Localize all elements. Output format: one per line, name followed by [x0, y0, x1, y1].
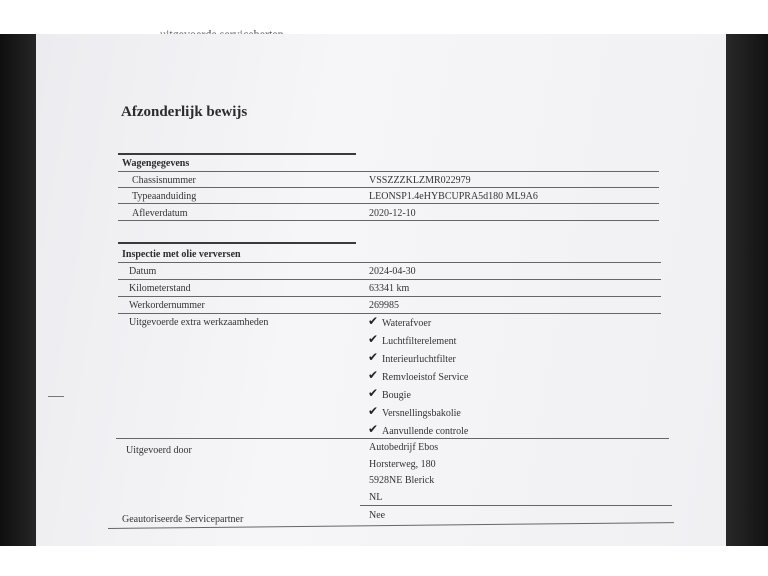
row-divider	[118, 296, 661, 297]
row-divider	[118, 279, 661, 280]
extra-item: Versnellingsbakolie	[382, 408, 461, 419]
extra-item: Waterafvoer	[382, 318, 432, 329]
document-title: Afzonderlijk bewijs	[121, 104, 248, 120]
type-label: Typeaanduiding	[132, 191, 197, 202]
section-rule	[118, 153, 356, 155]
extra-item: Remvloeistof Service	[382, 372, 469, 383]
row-divider	[118, 171, 659, 172]
performed-by-line: 5928NE Blerick	[369, 475, 435, 486]
extra-item: Luchtfilterelement	[382, 336, 457, 347]
margin-mark	[48, 396, 64, 397]
performed-by-line: Horsterweg, 180	[369, 459, 436, 470]
check-icon: ✔	[368, 368, 379, 382]
check-icon: ✔	[368, 332, 379, 346]
extra-item: Interieurluchtfilter	[382, 354, 456, 365]
authorized-value: Nee	[369, 510, 386, 521]
extra-item: Aanvullende controle	[382, 426, 469, 437]
row-divider	[118, 262, 661, 263]
photo-border-top	[0, 0, 768, 34]
row-divider	[118, 187, 659, 188]
row-divider	[116, 438, 669, 439]
performed-by-label: Uitgevoerd door	[126, 445, 192, 456]
section-rule	[118, 242, 356, 244]
check-icon: ✔	[368, 314, 379, 328]
row-divider	[360, 505, 672, 506]
work-order-value: 269985	[369, 300, 399, 311]
extra-work-label: Uitgevoerde extra werkzaamheden	[129, 317, 269, 328]
check-icon: ✔	[368, 350, 379, 364]
authorized-label: Geautoriseerde Servicepartner	[122, 514, 244, 525]
mileage-value: 63341 km	[369, 283, 410, 294]
date-label: Datum	[129, 266, 157, 277]
row-divider	[118, 203, 659, 204]
extra-item: Bougie	[382, 390, 411, 401]
row-divider	[118, 220, 659, 221]
performed-by-line: Autobedrijf Ebos	[369, 442, 439, 453]
photo-border-bottom	[0, 546, 768, 576]
background-right	[722, 34, 768, 546]
mileage-label: Kilometerstand	[129, 283, 191, 294]
work-order-label: Werkordernummer	[129, 300, 205, 311]
row-divider	[118, 313, 661, 314]
vehicle-heading: Wagengegevens	[122, 158, 190, 169]
background-left	[0, 34, 36, 546]
performed-by-line: NL	[369, 492, 383, 503]
date-value: 2024-04-30	[369, 266, 416, 277]
chassis-label: Chassisnummer	[132, 175, 196, 186]
delivery-date-value: 2020-12-10	[369, 208, 416, 219]
inspection-heading: Inspectie met olie verversen	[122, 249, 241, 260]
type-value: LEONSP1.4eHYBCUPRA5d180 ML9A6	[369, 191, 538, 202]
check-icon: ✔	[368, 404, 379, 418]
check-icon: ✔	[368, 422, 379, 436]
check-icon: ✔	[368, 386, 379, 400]
delivery-date-label: Afleverdatum	[132, 208, 188, 219]
chassis-value: VSSZZZKLZMR022979	[369, 175, 471, 186]
